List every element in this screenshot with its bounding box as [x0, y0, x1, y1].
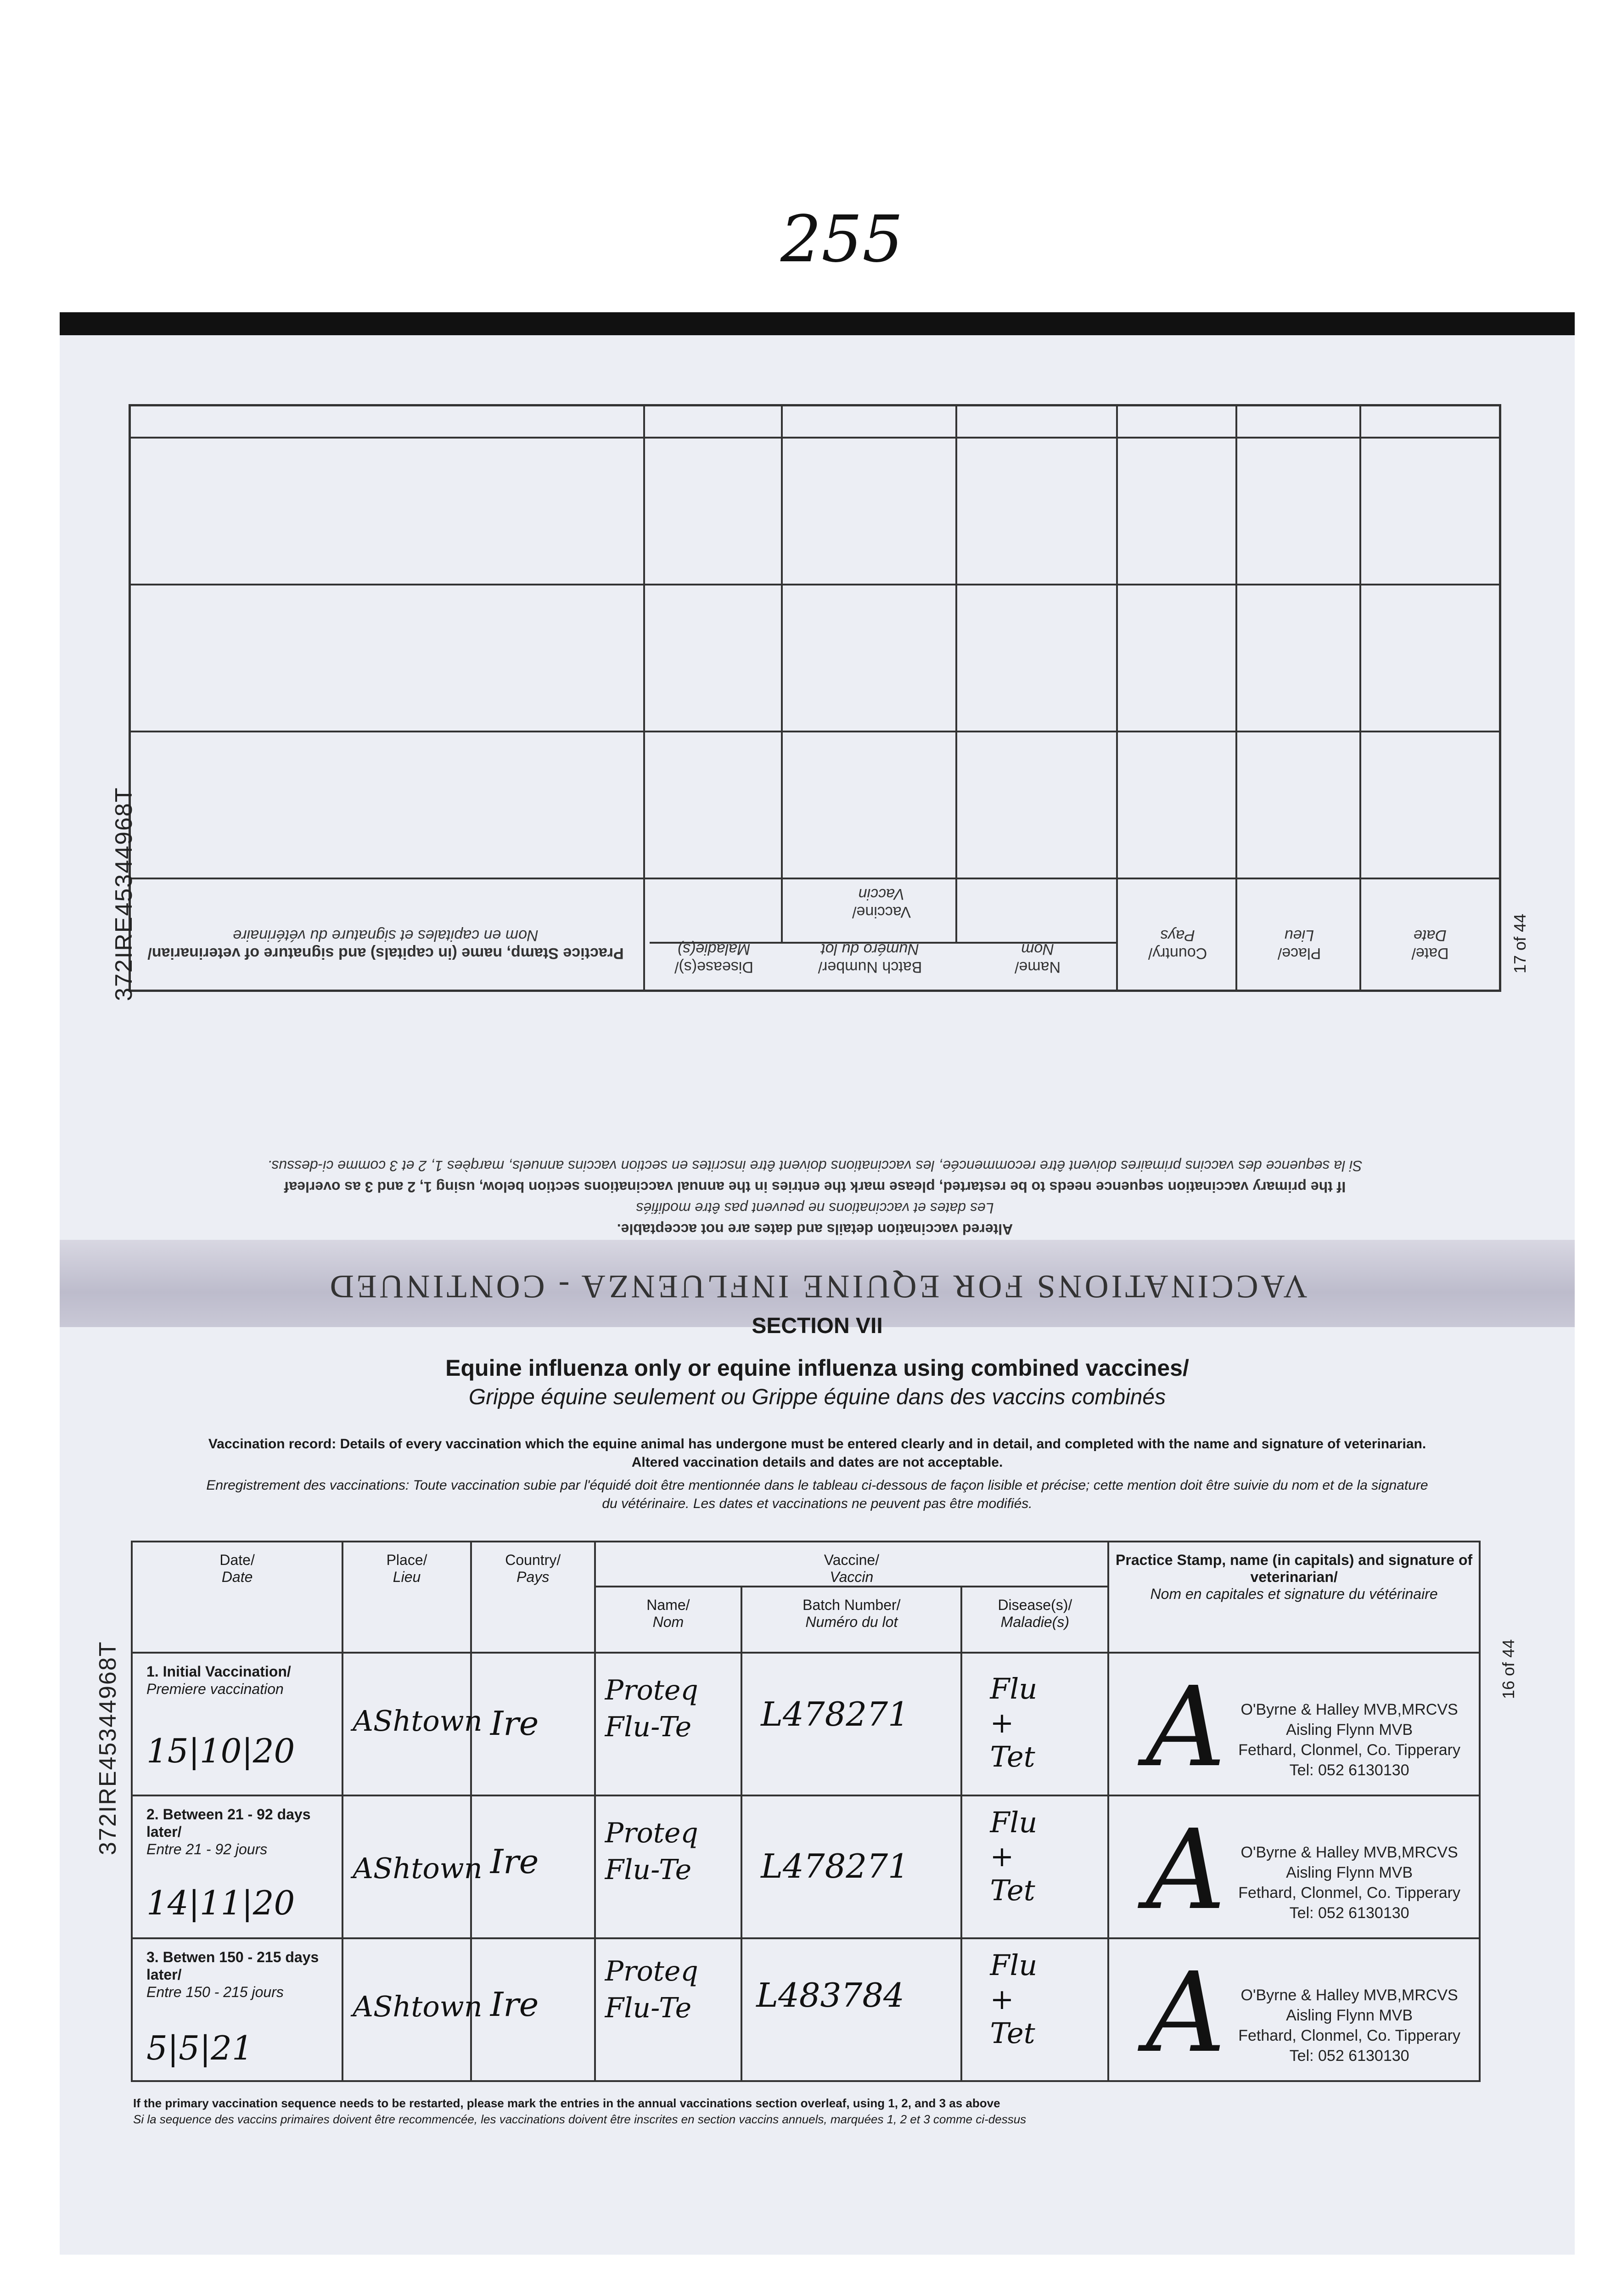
upper-note: Altered vaccination details and dates are not acceptable. [617, 1221, 1013, 1238]
signature-icon: A [1146, 1948, 1226, 2077]
step-label [146, 1663, 330, 1698]
upper-note: If the primary vaccination sequence needs to be restarted, please mark the entries in the annual vaccinations section below, using 1, 2 and 3 as overleaf [284, 1179, 1346, 1195]
country-value: Ire [490, 1842, 539, 1881]
date-value: 14|11|20 [146, 1884, 295, 1922]
header-vaccine [595, 1542, 1109, 1587]
place-cell [342, 1938, 483, 2081]
place-value: AShtown [353, 1704, 483, 1738]
step-text: Entre 150 - 215 jours [146, 1984, 284, 2000]
stamp-line: Tel: 052 6130130 [1289, 1904, 1409, 1922]
header-text: Practice Stamp, name (in capitals) and signature of veterinarian/ [1116, 1552, 1473, 1585]
step-text: 2. Between 21 - 92 days later/ [146, 1806, 311, 1840]
header-country [471, 1542, 595, 1653]
grid-line [781, 406, 783, 944]
batch-value: L478271 [761, 1695, 909, 1733]
step-label [146, 1806, 330, 1858]
upper-header-text: Lieu [1284, 927, 1314, 944]
upper-header-text: Numéro du lot [821, 940, 919, 958]
section-subtitle-en: Equine influenza only or equine influenza using combined vaccines/ [445, 1355, 1189, 1381]
header-text: Maladie(s) [1000, 1614, 1070, 1630]
header-place [342, 1542, 471, 1653]
header-text: Disease(s)/ [998, 1597, 1072, 1613]
upper-header-text: Name/ [1014, 958, 1061, 976]
stamp-cell [1108, 1653, 1480, 1795]
upper-header-text: Vaccine/ [852, 903, 911, 921]
page-number-upper: 17 of 44 [1510, 913, 1529, 974]
vaccine-name-cell [595, 1938, 742, 2081]
stamp-line: Fethard, Clonmel, Co. Tipperary [1238, 1741, 1460, 1759]
grid-line [131, 878, 1499, 879]
upper-header-stamp [126, 843, 645, 990]
upper-empty-table [129, 404, 1501, 992]
vaccine-name-value: Proteq Flu-Te [605, 1674, 698, 1743]
country-value: Ire [490, 1985, 539, 2024]
practice-stamp [1238, 1699, 1460, 1780]
header-text: Country/ [505, 1552, 561, 1568]
upper-header-text: Disease(s)/ [674, 958, 753, 976]
header-text: Nom [652, 1614, 684, 1630]
upper-header-text: Batch Number/ [818, 958, 922, 976]
step-text: Premiere vaccination [146, 1681, 284, 1697]
header-stamp [1108, 1542, 1480, 1653]
date-cell [132, 1653, 342, 1795]
header-text: Pays [516, 1569, 550, 1585]
section-subtitle-fr: Grippe équine seulement ou Grippe équine dans des vaccins combinés [468, 1385, 1166, 1409]
practice-stamp [1238, 1842, 1460, 1923]
disease-cell [961, 1795, 1108, 1938]
upper-header-text: Vaccin [858, 885, 905, 903]
vaccine-name-cell [595, 1795, 742, 1938]
upper-header-place [1237, 843, 1361, 990]
country-cell [471, 1938, 595, 2081]
upper-header-batch [783, 843, 957, 990]
stamp-line: O'Byrne & Halley MVB,MRCVS [1240, 1844, 1458, 1861]
upper-header-text: Practice Stamp, name (in capitals) and signature of veterinarian/ [147, 945, 624, 962]
stamp-line: Fethard, Clonmel, Co. Tipperary [1238, 1884, 1460, 1902]
disease-cell [961, 1653, 1108, 1795]
header-text: Name/ [646, 1597, 690, 1613]
disease-value: Flu + Tet [990, 1672, 1038, 1773]
upper-header-text: Nom en capitales et signature du vétérinaire [233, 927, 539, 944]
record-text: Vaccination record: Details of every vaccination which the equine animal has undergone must be entered clearly and in detail, and completed with the name and signature of veterinarian. [208, 1436, 1426, 1452]
stamp-cell [1108, 1795, 1480, 1938]
upper-header-text: Maladie(s) [677, 940, 751, 958]
upper-header-text: Date [1414, 927, 1447, 944]
signature-icon: A [1146, 1806, 1226, 1934]
stamp-line: O'Byrne & Halley MVB,MRCVS [1240, 1701, 1458, 1718]
stamp-line: Aisling Flynn MVB [1286, 1864, 1413, 1881]
footer-note-fr: Si la sequence des vaccins primaires doivent être recommencée, les vaccinations doivent être inscrites en section vaccins annuels, marquées 1, 2 et 3 comme ci-dessus [133, 2112, 1027, 2126]
country-value: Ire [490, 1704, 539, 1743]
upper-note: Les dates et vaccinations ne peuvent pas être modifiés [636, 1200, 994, 1216]
step-label [146, 1948, 330, 2001]
date-cell [132, 1795, 342, 1938]
header-text: Date [221, 1569, 253, 1585]
grid-line [131, 731, 1499, 732]
table-row [132, 1795, 1480, 1938]
upper-header-country [1118, 843, 1237, 990]
upper-note: Si la sequence des vaccins primaires doivent être recommencée, les vaccinations doivent être inscrites en section vaccins annuels, marqèes 1, 2 et 3 comme ci-dessus. [267, 1158, 1363, 1174]
upper-header-text: Nom [1021, 940, 1054, 958]
place-cell [342, 1653, 483, 1795]
disease-value: Flu + Tet [990, 1948, 1038, 2050]
passport-id-upper: 372IRE45344968T [111, 787, 137, 1001]
place-value: AShtown [353, 1990, 483, 2023]
signature-icon: A [1146, 1663, 1226, 1791]
batch-value: L478271 [761, 1847, 909, 1885]
upper-header-text: Country/ [1148, 945, 1207, 962]
grid-line [650, 942, 1118, 944]
step-text: 1. Initial Vaccination/ [146, 1663, 291, 1680]
passport-id-lower: 372IRE45344968T [95, 1641, 121, 1855]
header-text: Vaccin [830, 1569, 874, 1585]
header-text: Vaccine/ [824, 1552, 880, 1568]
upper-notes [129, 1155, 1501, 1240]
stamp-cell [1108, 1938, 1480, 2081]
header-text: Date/ [219, 1552, 255, 1568]
batch-cell [741, 1795, 961, 1938]
date-value: 5|5|21 [146, 2029, 253, 2067]
upper-header-text: Pays [1160, 927, 1195, 944]
grid-line [955, 406, 957, 944]
upper-header-text: Place/ [1277, 945, 1321, 962]
date-cell [132, 1938, 342, 2081]
stamp-line: Aisling Flynn MVB [1286, 1721, 1413, 1739]
step-text: 3. Betwen 150 - 215 days later/ [146, 1949, 319, 1983]
header-text: Numéro du lot [805, 1614, 898, 1630]
stamp-line: Tel: 052 6130130 [1289, 1761, 1409, 1779]
header-date [132, 1542, 342, 1653]
header-name [595, 1587, 742, 1653]
table-header-row [132, 1542, 1480, 1587]
batch-cell [741, 1653, 961, 1795]
upper-header-date [1361, 843, 1499, 990]
table-row [132, 1938, 1480, 2081]
disease-cell [961, 1938, 1108, 2081]
vaccine-name-value: Proteq Flu-Te [605, 1817, 698, 1886]
grid-line [1235, 406, 1237, 990]
grid-line [643, 406, 645, 990]
grid-line [1359, 406, 1361, 990]
upper-header-disease [645, 843, 783, 990]
batch-value: L483784 [756, 1976, 904, 2015]
country-cell [471, 1795, 595, 1938]
stamp-line: Fethard, Clonmel, Co. Tipperary [1238, 2027, 1460, 2044]
upper-page-inverted [129, 404, 1501, 1238]
stamp-line: Tel: 052 6130130 [1289, 2047, 1409, 2065]
header-text: Lieu [393, 1569, 421, 1585]
country-cell [471, 1653, 595, 1795]
header-disease [961, 1587, 1108, 1653]
place-cell [342, 1795, 483, 1938]
header-batch [741, 1587, 961, 1653]
place-value: AShtown [353, 1851, 483, 1885]
stamp-line: Aisling Flynn MVB [1286, 2007, 1413, 2024]
grid-line [131, 584, 1499, 585]
page-number-lower: 16 of 44 [1499, 1639, 1518, 1699]
upper-header-name [957, 843, 1118, 990]
practice-stamp [1238, 1985, 1460, 2066]
handwritten-page-number: 255 [780, 202, 904, 277]
record-text: Altered vaccination details and dates are not acceptable. [631, 1455, 1003, 1470]
vaccination-table [131, 1541, 1481, 2082]
vaccine-name-cell [595, 1653, 742, 1795]
record-text: Enregistrement des vaccinations: Toute vaccination subie par l'équidé doit être mentionnée dans le tableau ci-dessous de façon lisible et précise; cette mention doit être suivie du nom et de la signature [206, 1478, 1428, 1493]
record-instructions-en [138, 1435, 1497, 1472]
section-title: SECTION VII [752, 1314, 883, 1338]
step-text: Entre 21 - 92 jours [146, 1841, 268, 1857]
date-value: 15|10|20 [146, 1732, 295, 1770]
header-text: Batch Number/ [803, 1597, 901, 1613]
upper-header-text: Date/ [1411, 945, 1449, 962]
disease-value: Flu + Tet [990, 1806, 1038, 1907]
fold-title-inverted: VACCINATIONS FOR EQUINE INFLUENZA - CONTINUED [327, 1268, 1308, 1305]
record-text: du vétérinaire. Les dates et vaccinations ne peuvent pas être modifiés. [602, 1496, 1033, 1511]
batch-cell [741, 1938, 961, 2081]
grid-line [1116, 406, 1118, 990]
footer-note-en: If the primary vaccination sequence needs to be restarted, please mark the entries in the annual vaccinations section overleaf, using 1, 2, and 3 as above [133, 2096, 1000, 2110]
vaccine-name-value: Proteq Flu-Te [605, 1955, 698, 2024]
stamp-line: O'Byrne & Halley MVB,MRCVS [1240, 1986, 1458, 2004]
record-instructions-fr [138, 1476, 1497, 1513]
table-row [132, 1653, 1480, 1795]
header-text: Nom en capitales et signature du vétérinaire [1150, 1586, 1438, 1602]
grid-line [131, 437, 1499, 439]
header-text: Place/ [386, 1552, 427, 1568]
